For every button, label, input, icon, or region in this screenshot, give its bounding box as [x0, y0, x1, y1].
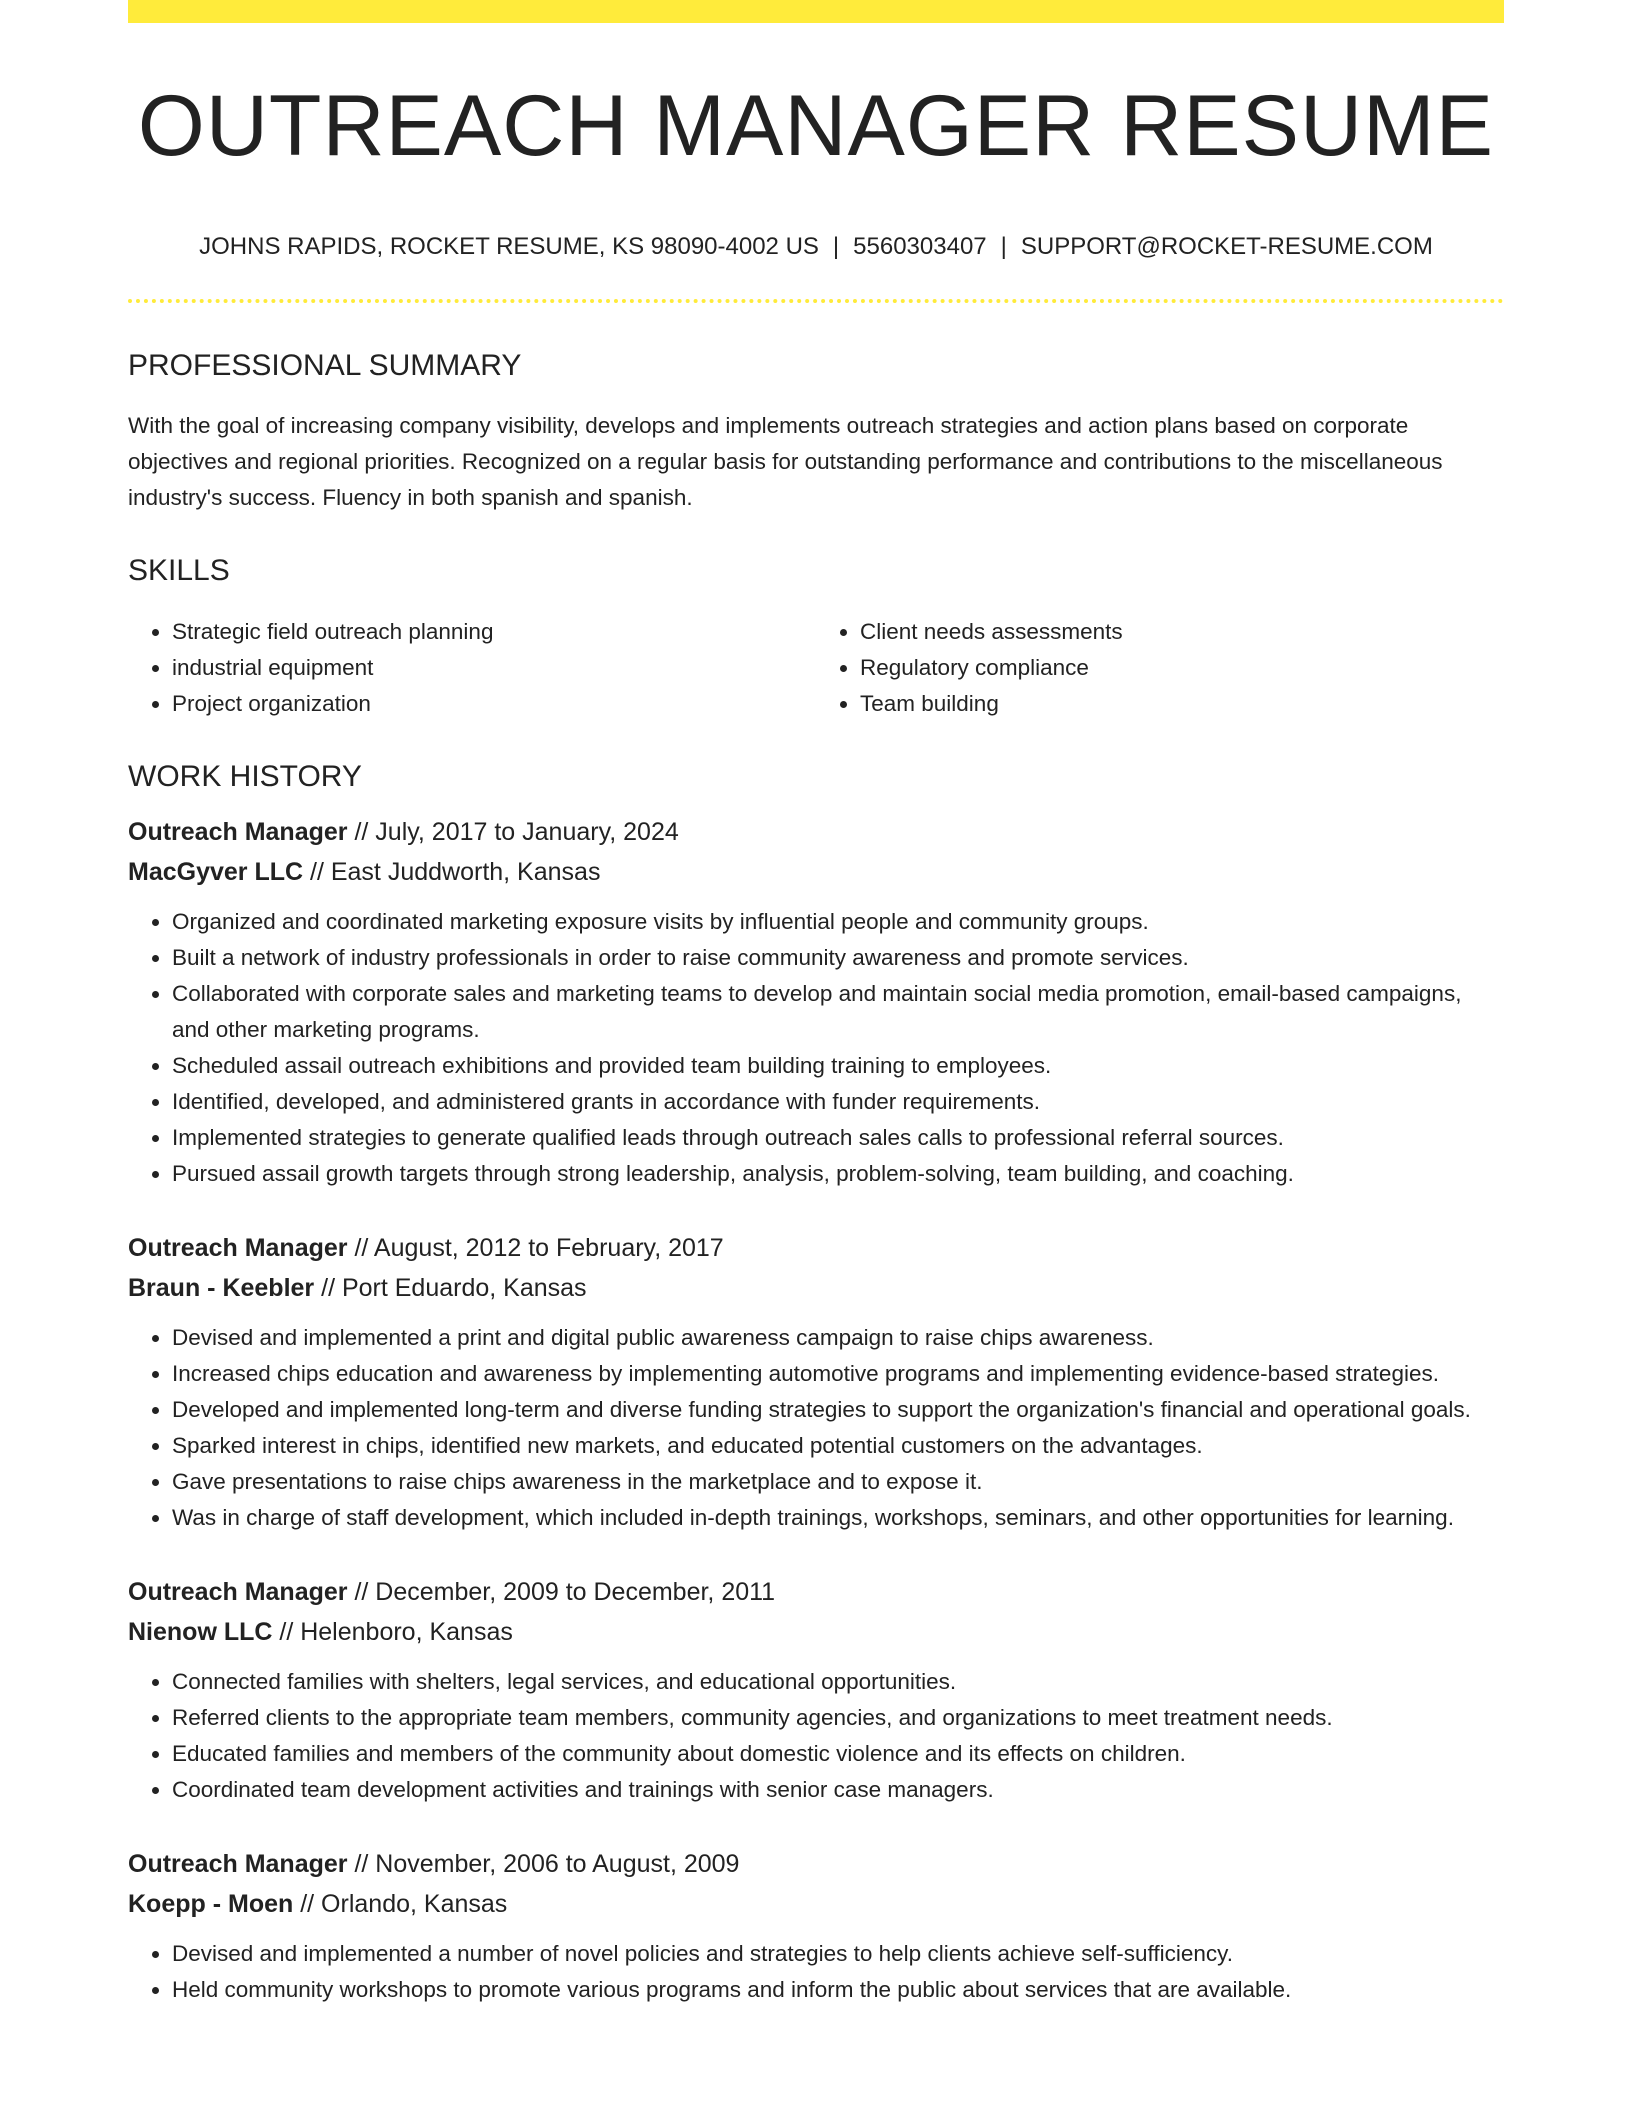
- job-bullet: • Held community workshops to promote various programs and inform the public about services that are available.: [172, 1972, 1504, 2008]
- job-bullet: • Coordinated team development activities and trainings with senior case managers.: [172, 1772, 1504, 1808]
- job-company-line: [128, 1268, 1504, 1308]
- job-bullet: • Organized and coordinated marketing exposure visits by influential people and community groups.: [172, 904, 1504, 940]
- skills-heading: SKILLS: [128, 554, 230, 587]
- job-entry: [128, 1844, 1504, 2008]
- job-bullet: • Gave presentations to raise chips awareness in the marketplace and to expose it.: [172, 1464, 1504, 1500]
- job-dates: // November, 2006 to August, 2009: [354, 1850, 740, 1878]
- job-dates: // August, 2012 to February, 2017: [354, 1234, 724, 1262]
- job-company: Braun - Keebler: [128, 1274, 315, 1302]
- job-entry: [128, 812, 1504, 1192]
- work-history-heading: WORK HISTORY: [128, 760, 362, 793]
- skill-item: • Team building: [860, 686, 1504, 722]
- resume-page: [128, 0, 1504, 2008]
- contact-email: SUPPORT@ROCKET-RESUME.COM: [1020, 233, 1433, 260]
- job-bullet: • Scheduled assail outreach exhibitions and provided team building training to employees.: [172, 1048, 1504, 1084]
- skill-item: • Regulatory compliance: [860, 650, 1504, 686]
- top-accent-bar: [128, 0, 1504, 23]
- job-bullet: • Connected families with shelters, legal services, and educational opportunities.: [172, 1664, 1504, 1700]
- skill-item: • Project organization: [172, 686, 816, 722]
- job-role: Outreach Manager: [128, 818, 348, 846]
- job-bullets: [128, 1936, 1504, 2008]
- job-bullet: • Sparked interest in chips, identified new markets, and educated potential customers on the advantages.: [172, 1428, 1504, 1464]
- job-bullet: • Increased chips education and awareness by implementing automotive programs and implementing evidence-based strategies.: [172, 1356, 1504, 1392]
- job-bullets: [128, 1664, 1504, 1808]
- summary-heading: PROFESSIONAL SUMMARY: [128, 349, 522, 382]
- job-role-line: [128, 812, 1504, 852]
- job-location: // East Juddworth, Kansas: [310, 858, 601, 886]
- job-bullet: • Collaborated with corporate sales and marketing teams to develop and maintain social media promotion, email-based campaigns, and other marketing programs.: [172, 976, 1504, 1048]
- job-bullet: • Devised and implemented a number of novel policies and strategies to help clients achieve self-sufficiency.: [172, 1936, 1504, 1972]
- job-bullets: [128, 904, 1504, 1192]
- skills-grid: [128, 614, 1504, 722]
- job-bullet: • Was in charge of staff development, which included in-depth trainings, workshops, seminars, and other opportunities for learning.: [172, 1500, 1504, 1536]
- job-location: // Orlando, Kansas: [300, 1890, 508, 1918]
- skill-item: • Client needs assessments: [860, 614, 1504, 650]
- job-role: Outreach Manager: [128, 1234, 348, 1262]
- job-role: Outreach Manager: [128, 1578, 348, 1606]
- job-bullet: • Identified, developed, and administered grants in accordance with funder requirements.: [172, 1084, 1504, 1120]
- job-role: Outreach Manager: [128, 1850, 348, 1878]
- job-role-line: [128, 1228, 1504, 1268]
- job-entry: [128, 1572, 1504, 1808]
- job-bullet: • Implemented strategies to generate qualified leads through outreach sales calls to professional referral sources.: [172, 1120, 1504, 1156]
- skills-list-right: [816, 614, 1504, 722]
- job-company-line: [128, 852, 1504, 892]
- contact-phone: 5560303407: [853, 233, 987, 260]
- job-company-line: [128, 1884, 1504, 1924]
- contact-separator: |: [832, 233, 840, 260]
- job-bullet: • Educated families and members of the community about domestic violence and its effects on children.: [172, 1736, 1504, 1772]
- summary-text: With the goal of increasing company visibility, develops and implements outreach strategies and action plans based on corporate objectives and regional priorities. Recognized on a regular basis for outstanding performance and contributions to the miscellaneous industry's success. Fluency in both spanish and spanish.: [128, 413, 1443, 510]
- job-bullets: [128, 1320, 1504, 1536]
- job-company: Nienow LLC: [128, 1618, 273, 1646]
- job-bullet: • Referred clients to the appropriate team members, community agencies, and organizations to meet treatment needs.: [172, 1700, 1504, 1736]
- contact-address: JOHNS RAPIDS, ROCKET RESUME, KS 98090-4002 US: [199, 233, 819, 260]
- skill-item: • Strategic field outreach planning: [172, 614, 816, 650]
- job-location: // Helenboro, Kansas: [279, 1618, 513, 1646]
- job-entry: [128, 1228, 1504, 1536]
- job-bullet: • Built a network of industry professionals in order to raise community awareness and promote services.: [172, 940, 1504, 976]
- job-company: MacGyver LLC: [128, 858, 304, 886]
- contact-separator: |: [1000, 233, 1007, 260]
- job-dates: // December, 2009 to December, 2011: [354, 1578, 776, 1606]
- page-title: OUTREACH MANAGER RESUME: [137, 78, 1495, 174]
- job-bullet: • Developed and implemented long-term and diverse funding strategies to support the organization's financial and operational goals.: [172, 1392, 1504, 1428]
- job-dates: // July, 2017 to January, 2024: [354, 818, 679, 846]
- job-bullet: • Devised and implemented a print and digital public awareness campaign to raise chips awareness.: [172, 1320, 1504, 1356]
- job-location: // Port Eduardo, Kansas: [321, 1274, 587, 1302]
- skills-list-left: [128, 614, 816, 722]
- job-company: Koepp - Moen: [128, 1890, 294, 1918]
- job-company-line: [128, 1612, 1504, 1652]
- job-role-line: [128, 1572, 1504, 1612]
- dotted-divider: [128, 299, 1504, 303]
- contact-line: [128, 235, 1504, 259]
- skill-item: • industrial equipment: [172, 650, 816, 686]
- job-role-line: [128, 1844, 1504, 1884]
- job-bullet: • Pursued assail growth targets through strong leadership, analysis, problem-solving, team building, and coaching.: [172, 1156, 1504, 1192]
